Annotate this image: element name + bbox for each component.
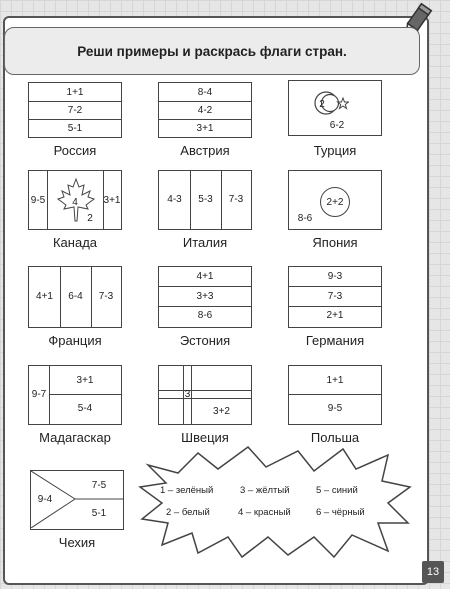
flag-expression: 2+1 (326, 310, 344, 321)
flag-expression: 9-3 (327, 271, 343, 282)
flag-expression: 8-6 (297, 212, 313, 224)
legend-black: 6 – чёрный (316, 507, 365, 518)
flag-expression: 8-6 (197, 310, 213, 321)
flag-poland (288, 365, 382, 425)
flag-madagascar (28, 365, 122, 425)
flag-expression: 7-3 (228, 193, 244, 205)
flag-expression: 6-4 (68, 290, 83, 302)
country-name: Италия (182, 235, 228, 250)
flag-expression: 5-4 (77, 402, 93, 414)
country-name: Швеция (181, 430, 229, 445)
page-number: 13 (422, 561, 444, 583)
flag-expression: 6-2 (329, 119, 345, 131)
flag-turkey (288, 80, 382, 136)
country-name: Эстония (179, 333, 231, 348)
country-name: Канада (52, 235, 98, 250)
flag-expression: 5-1 (67, 122, 83, 134)
flag-expression: 3+1 (76, 374, 94, 386)
flag-estonia (158, 266, 252, 328)
flag-czech (30, 470, 124, 530)
flag-expression: 3+1 (196, 122, 214, 134)
flag-expression: 4 (72, 196, 78, 208)
country-name: Чехия (58, 535, 96, 550)
flag-expression: 4+1 (196, 271, 214, 282)
legend-red: 4 – красный (238, 507, 291, 518)
flag-expression: 7-3 (98, 290, 114, 302)
legend-yellow: 3 – жёлтый (240, 485, 290, 496)
flag-expression: 9-5 (30, 194, 46, 206)
country-name: Япония (312, 235, 358, 250)
flag-germany (288, 266, 382, 328)
legend-blue: 5 – синий (316, 485, 358, 496)
country-name: Германия (305, 333, 365, 348)
flag-italy (158, 170, 252, 230)
country-name: Австрия (180, 143, 230, 158)
flag-expression: 2 (87, 212, 93, 224)
flag-expression: 1+1 (66, 86, 84, 98)
flag-expression: 3+2 (213, 405, 230, 417)
country-name: Турция (313, 143, 357, 158)
page-title: Реши примеры и раскрась флаги стран. (4, 27, 420, 75)
flag-expression: 3+3 (196, 290, 214, 302)
flag-expression: 9-4 (37, 493, 53, 505)
flag-expression: 4-2 (197, 104, 213, 116)
country-name: Франция (48, 333, 102, 348)
flag-russia (28, 82, 122, 138)
legend-white: 2 – белый (166, 507, 210, 518)
flag-expression: 7-2 (67, 104, 83, 116)
flag-expression: 9-7 (31, 388, 47, 400)
country-name: Польша (310, 430, 360, 445)
flag-expression: 9-5 (327, 402, 343, 414)
flag-expression: 3 (184, 388, 191, 400)
flag-expression: 5-1 (91, 507, 107, 519)
flag-austria (158, 82, 252, 138)
flag-expression: 2 (319, 98, 325, 110)
flag-canada (28, 170, 122, 230)
flag-france (28, 266, 122, 328)
flag-expression: 4+1 (36, 290, 53, 302)
color-legend-burst (138, 443, 416, 561)
flag-sweden (158, 365, 252, 425)
flag-expression: 4-3 (167, 193, 182, 205)
country-name: Мадагаскар (39, 430, 111, 445)
flag-expression: 8-4 (197, 86, 213, 98)
legend-green: 1 – зелёный (160, 485, 214, 496)
flag-expression: 7-5 (91, 479, 107, 491)
flag-expression: 5-3 (198, 193, 213, 205)
flag-expression: 1+1 (326, 374, 344, 386)
country-name: Россия (53, 143, 97, 158)
flag-expression: 7-3 (327, 290, 343, 302)
flag-expression: 3+1 (103, 194, 121, 206)
flag-japan (288, 170, 382, 230)
flag-expression: 2+2 (326, 196, 344, 208)
